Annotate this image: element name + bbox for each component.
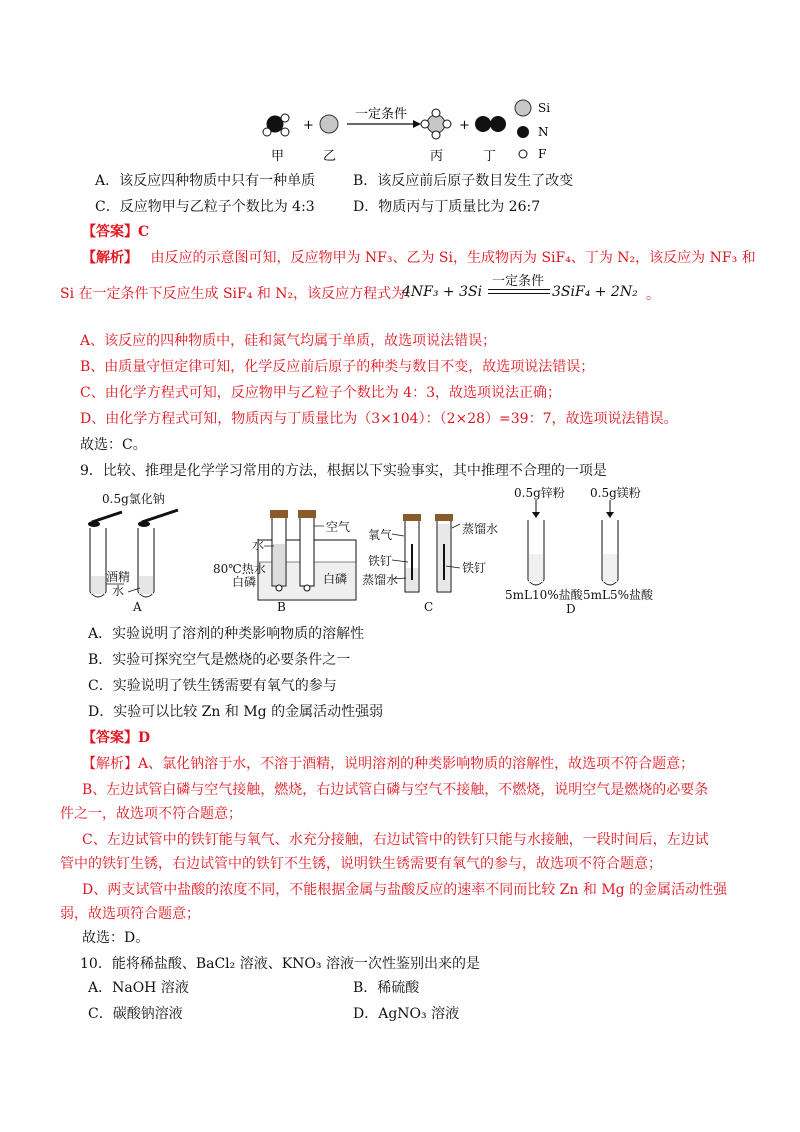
q8-analysis-d: D、由化学方程式可知，物质丙与丁质量比为（3×104）：（2×28）=39：7，故选项说法错误。 <box>80 411 678 427</box>
fig-a-right-liquid: 水 <box>112 584 125 598</box>
fig-c-nail-left: 铁钉 <box>368 554 393 568</box>
q9-analysis-line3: 件之一，故选项不符合题意； <box>60 806 242 822</box>
equation-right: 3SiF₄ + 2N₂ <box>552 284 638 300</box>
experiment-a <box>88 510 178 597</box>
q8-option-a: A．该反应四种物质中只有一种单质 <box>95 173 316 189</box>
fig-d-title: D <box>566 602 576 616</box>
q9-analysis-line7: 弱，故选项符合题意； <box>60 906 200 922</box>
q9-option-a: A．实验说明了溶剂的种类影响物质的溶解性 <box>88 626 365 642</box>
equation-left: 4NF₃ + 3Si <box>402 284 483 300</box>
q8-option-b: B．该反应前后原子数目发生了改变 <box>353 173 574 189</box>
q8-analysis-b: B、由质量守恒定律可知，化学反应前后原子的种类与数目不变，故选项说法错误； <box>80 359 595 375</box>
equation-end: 。 <box>646 287 660 303</box>
experiment-c <box>392 514 460 592</box>
fig-a-top-label: 0.5g氯化钠 <box>102 492 165 506</box>
q8-analysis-a: A、该反应的四种物质中，硅和氮气均属于单质，故选项说法错误； <box>80 333 497 349</box>
fig-c-nail-right: 铁钉 <box>462 561 487 575</box>
legend-si-icon <box>515 100 531 116</box>
q9-option-b: B．实验可探究空气是燃烧的必要条件之一 <box>88 652 351 668</box>
fig-c-distilled-top: 蒸馏水 <box>462 522 499 536</box>
molecule-jia <box>263 114 289 136</box>
q9-option-c: C．实验说明了铁生锈需要有氧气的参与 <box>88 678 337 694</box>
legend-n-icon <box>517 126 529 138</box>
q9-stem: 9．比较、推理是化学学习常用的方法，根据以下实验事实，其中推理不合理的一项是 <box>80 463 607 479</box>
arrow-condition-label: 一定条件 <box>355 107 408 122</box>
label-ding: 丁 <box>483 149 497 164</box>
legend-n-label: N <box>538 125 549 139</box>
fig-a-title: A <box>133 600 142 614</box>
experiment-d <box>528 500 618 585</box>
q8-analysis-text2: Si 在一定条件下反应生成 SiF₄ 和 N₂，该反应方程式为： <box>60 286 420 302</box>
label-bing: 丙 <box>430 149 444 164</box>
fig-b-water: 水 <box>252 538 265 552</box>
molecule-bing <box>421 109 451 139</box>
q9-conclusion: 故选：D。 <box>82 930 150 946</box>
q10-option-c: C．碳酸钠溶液 <box>88 1006 183 1022</box>
legend-f-icon <box>519 150 527 158</box>
fig-b-title: B <box>277 600 286 614</box>
molecule-yi <box>320 115 338 133</box>
reaction-arrowhead <box>413 120 421 128</box>
q8-option-c: C．反应物甲与乙粒子个数比为 4:3 <box>95 199 315 215</box>
equation-double-line <box>488 289 550 294</box>
q8-analysis-text1: 由反应的示意图可知，反应物甲为 NF₃、乙为 Si，生成物丙为 SiF₄、丁为 N₂，该反应为 NF₃ 和 <box>150 250 756 266</box>
q9-analysis-line6: D、两支试管中盐酸的浓度不同，不能根据金属与盐酸反应的速率不同而比较 Zn 和 Mg 的金属活动性强 <box>82 882 728 898</box>
label-jia: 甲 <box>271 149 285 164</box>
q9-analysis-line4: C、左边试管中的铁钉能与氧气、水充分接触，右边试管中的铁钉只能与水接触，一段时间后，左边试 <box>82 832 709 848</box>
legend-f-label: F <box>538 147 547 161</box>
q8-conclusion: 故选：C。 <box>80 437 147 453</box>
label-yi: 乙 <box>323 149 337 164</box>
equation-condition: 一定条件 <box>492 274 545 289</box>
q8-analysis-line2 <box>60 284 419 304</box>
fig-b-phos-left: 白磷 <box>232 575 257 589</box>
fig-d-acid-left: 5mL10%盐酸 <box>505 588 583 602</box>
q8-equation <box>402 270 660 306</box>
legend-si-label: Si <box>538 101 551 115</box>
q10-stem: 10．能将稀盐酸、BaCl₂ 溶液、KNO₃ 溶液一次性鉴别出来的是 <box>80 956 480 972</box>
fig-b-phos-right: 白磷 <box>323 572 348 586</box>
plus-sign-2: + <box>459 118 470 133</box>
fig-d-zinc: 0.5g锌粉 <box>514 486 565 500</box>
q8-analysis-tag: 【解析】 <box>82 250 138 266</box>
q10-option-a: A．NaOH 溶液 <box>88 980 189 996</box>
q9-option-d: D．实验可以比较 Zn 和 Mg 的金属活动性强弱 <box>88 704 384 720</box>
fig-b-air: 空气 <box>326 520 351 534</box>
q10-option-b: B．稀硫酸 <box>353 980 420 996</box>
plus-sign-1: + <box>303 118 314 133</box>
reaction-diagram <box>255 96 565 166</box>
fig-c-oxygen: 氧气 <box>368 528 393 542</box>
molecule-ding <box>475 116 506 132</box>
q8-analysis-c: C、由化学方程式可知，反应物甲与乙粒子个数比为 4：3，故选项说法正确； <box>80 385 561 401</box>
fig-d-acid-right: 5mL5%盐酸 <box>583 588 654 602</box>
q9-analysis-line1: 【解析】A、氯化钠溶于水，不溶于酒精，说明溶剂的种类影响物质的溶解性，故选项不符合题意； <box>82 756 695 772</box>
q10-option-d: D．AgNO₃ 溶液 <box>353 1006 460 1022</box>
q8-option-d: D．物质丙与丁质量比为 26:7 <box>353 199 541 215</box>
q8-answer: 【答案】C <box>82 224 150 240</box>
q8-analysis-line1 <box>82 248 756 268</box>
q9-analysis-line2: B、左边试管白磷与空气接触，燃烧，右边试管白磷与空气不接触，不燃烧，说明空气是燃烧的必要条 <box>82 782 709 798</box>
q9-answer: 【答案】D <box>82 730 151 746</box>
q9-analysis-line5: 管中的铁钉生锈，右边试管中的铁钉不生锈，说明铁生锈需要有氧气的参与，故选项不符合题意； <box>60 856 662 872</box>
fig-c-distilled-bottom: 蒸馏水 <box>362 573 399 587</box>
fig-b-hot-water: 80℃热水 <box>213 562 266 576</box>
fig-c-title: C <box>424 600 434 614</box>
fig-a-left-liquid: 酒精 <box>106 570 131 584</box>
fig-d-iron: 0.5g镁粉 <box>590 486 641 500</box>
